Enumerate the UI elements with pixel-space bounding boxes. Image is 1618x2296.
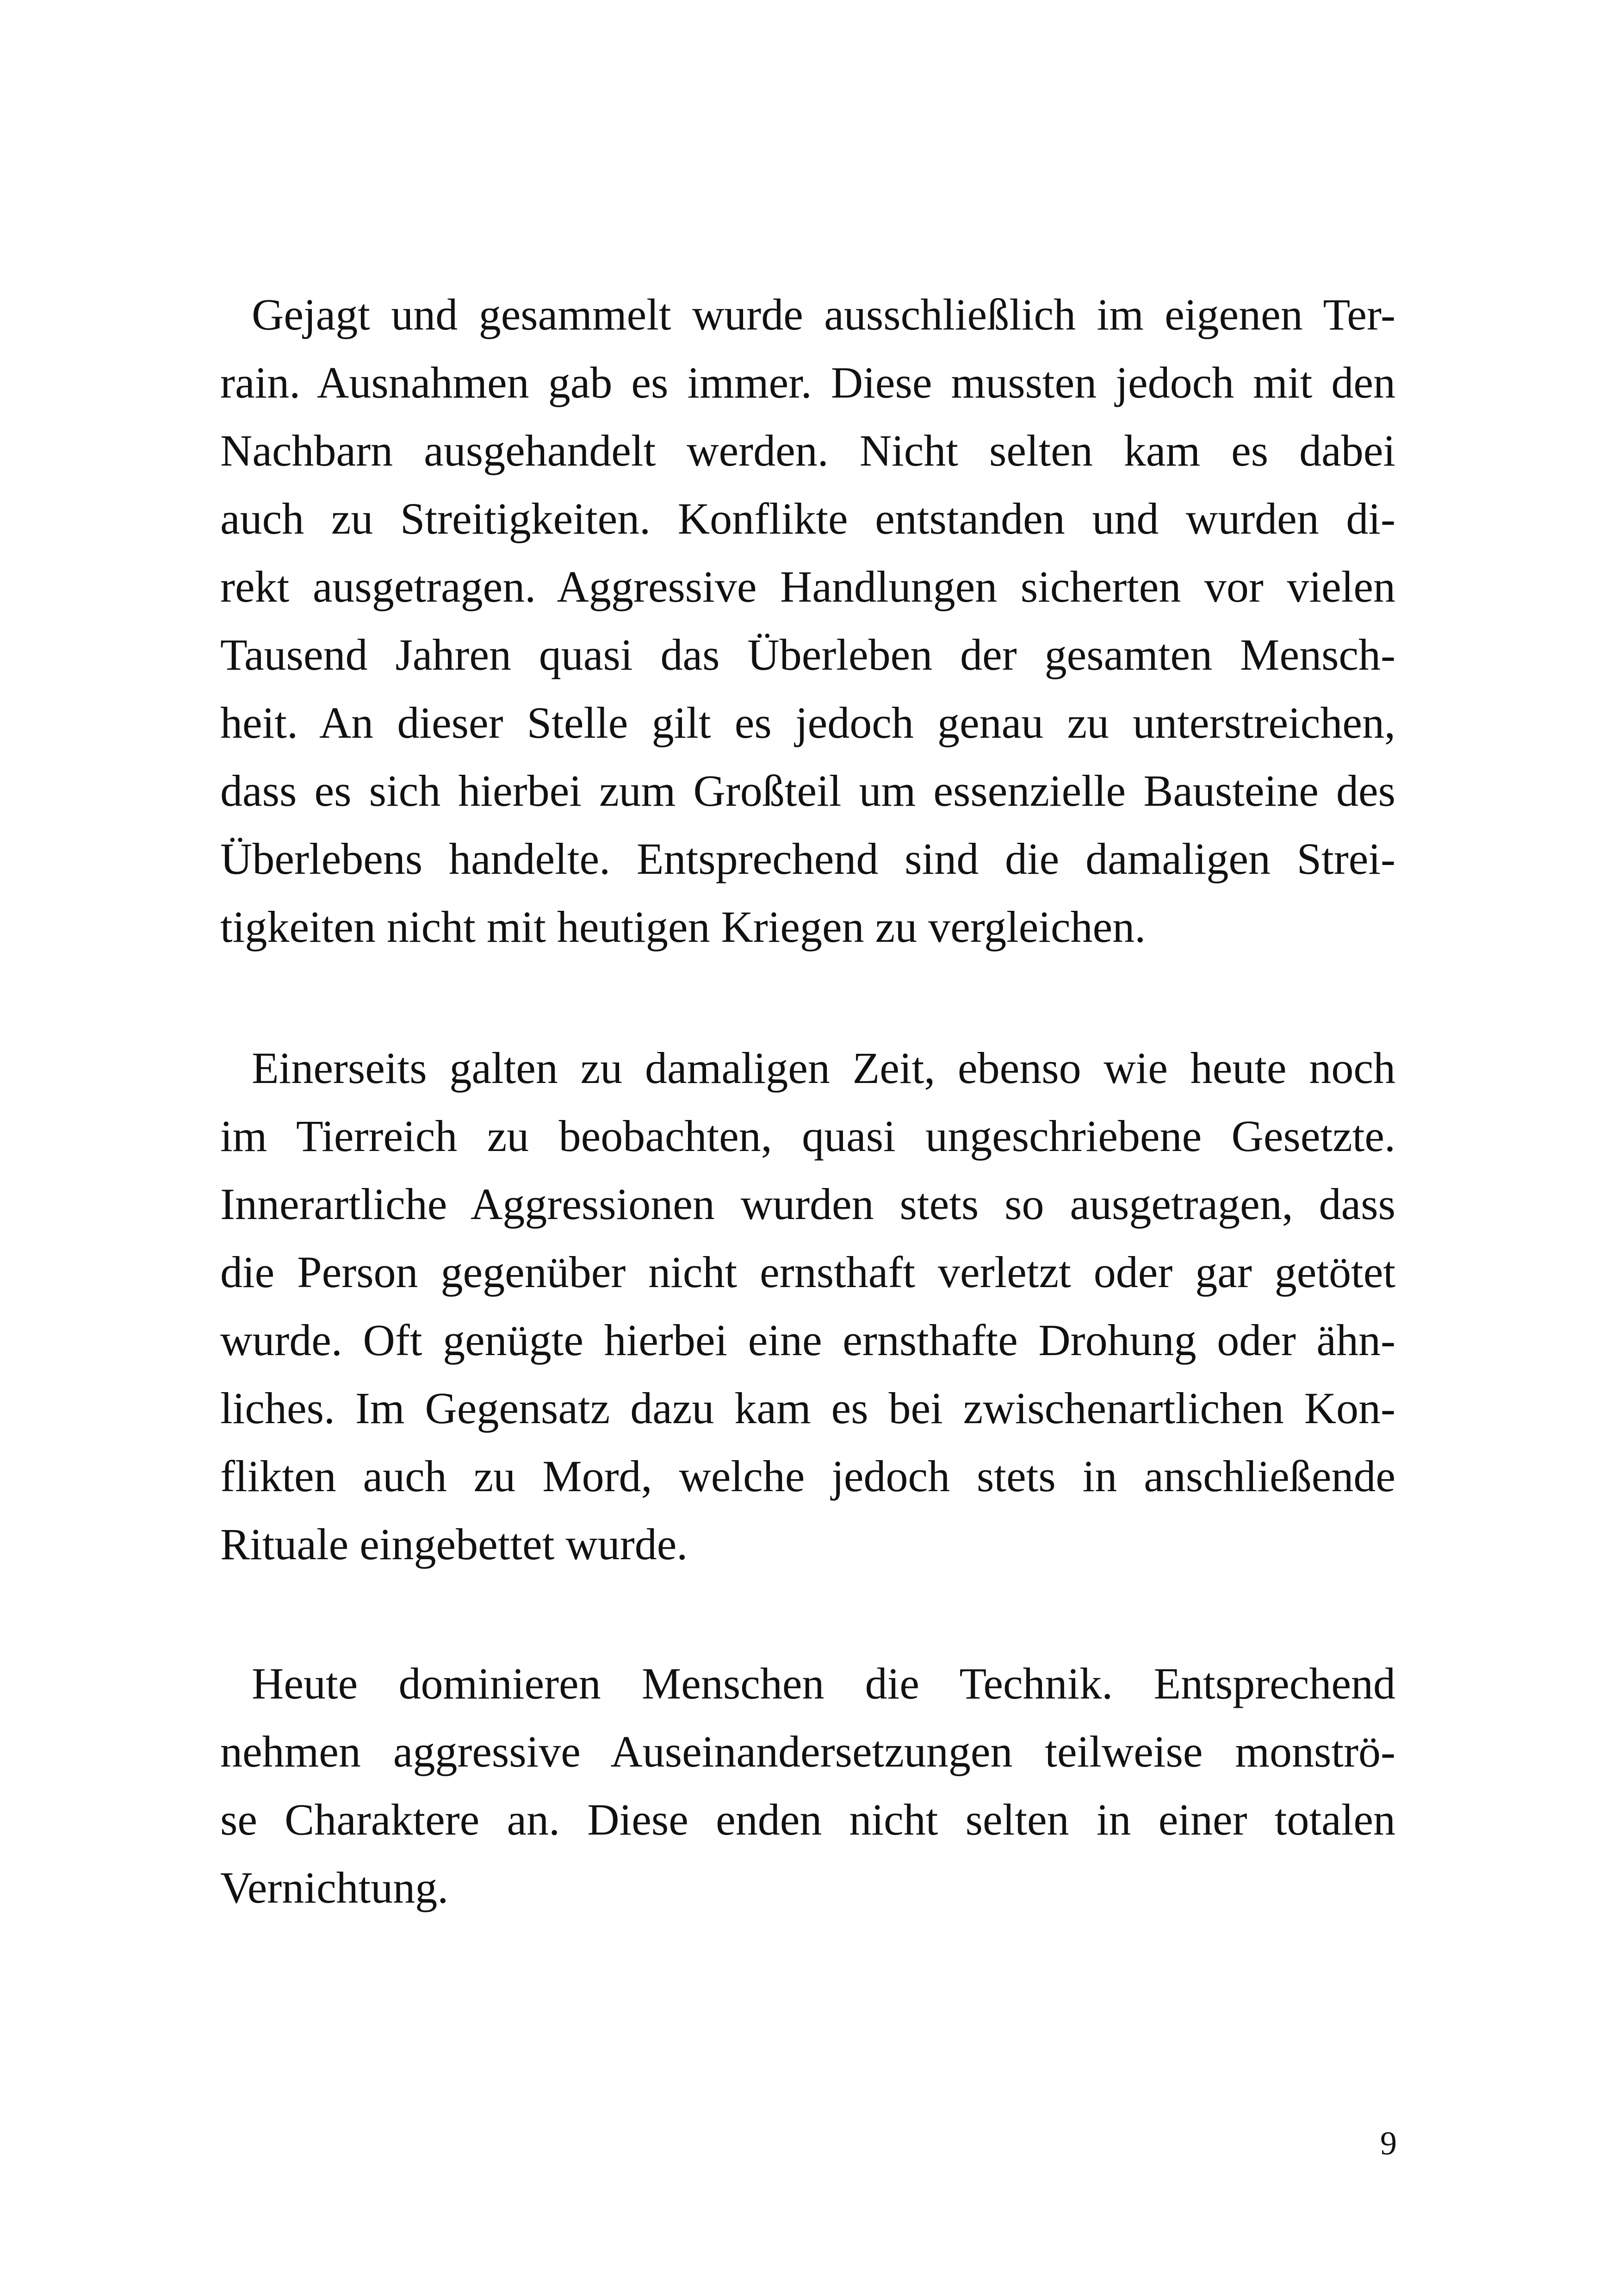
paragraph-line: Heute dominieren Menschen die Technik. Entsprechend [252,1659,1395,1708]
paragraph-line: flikten auch zu Mord, welche jedoch stets in anschließende [220,1451,1395,1501]
paragraph-line: nehmen aggressive Auseinandersetzungen teilweise monströ- [220,1727,1395,1776]
paragraph-line: Einerseits galten zu damaligen Zeit, ebenso wie heute noch [252,1043,1395,1093]
paragraph-line: rekt ausgetragen. Aggressive Handlungen sicherten vor vielen [220,562,1395,611]
paragraph-3 [220,1649,1395,1922]
paragraph-line: Vernichtung. [220,1863,449,1912]
paragraph-line: dass es sich hierbei zum Großteil um essenzielle Bausteine des [220,766,1395,815]
paragraph-line: rain. Ausnahmen gab es immer. Diese mussten jedoch mit den [220,358,1395,407]
paragraph-line: Rituale eingebettet wurde. [220,1519,688,1569]
paragraph-2 [220,1034,1395,1578]
paragraph-line: heit. An dieser Stelle gilt es jedoch genau zu unterstreichen, [220,698,1395,747]
paragraph-line: auch zu Streitigkeiten. Konflikte entstanden und wurden di- [220,494,1395,543]
paragraph-1 [220,280,1395,961]
paragraph-line: im Tierreich zu beobachten, quasi ungeschriebene Gesetzte. [220,1111,1395,1161]
paragraph-line: Überlebens handelte. Entsprechend sind die damaligen Strei- [220,834,1395,884]
paragraph-line: liches. Im Gegensatz dazu kam es bei zwischenartlichen Kon- [220,1383,1395,1433]
paragraph-line: Nachbarn ausgehandelt werden. Nicht selten kam es dabei [220,426,1395,475]
paragraph-line: Gejagt und gesammelt wurde ausschließlich im eigenen Ter- [252,290,1395,339]
paragraph-line: Innerartliche Aggressionen wurden stets so ausgetragen, dass [220,1179,1395,1229]
page-number: 9 [1380,2125,1397,2162]
paragraph-line: wurde. Oft genügte hierbei eine ernsthafte Drohung oder ähn- [220,1315,1395,1365]
paragraph-line: tigkeiten nicht mit heutigen Kriegen zu vergleichen. [220,902,1146,952]
paragraph-line: Tausend Jahren quasi das Überleben der gesamten Mensch- [220,630,1395,679]
paragraph-line: die Person gegenüber nicht ernsthaft verletzt oder gar getötet [220,1247,1395,1297]
paragraph-line: se Charaktere an. Diese enden nicht selten in einer totalen [220,1795,1395,1844]
